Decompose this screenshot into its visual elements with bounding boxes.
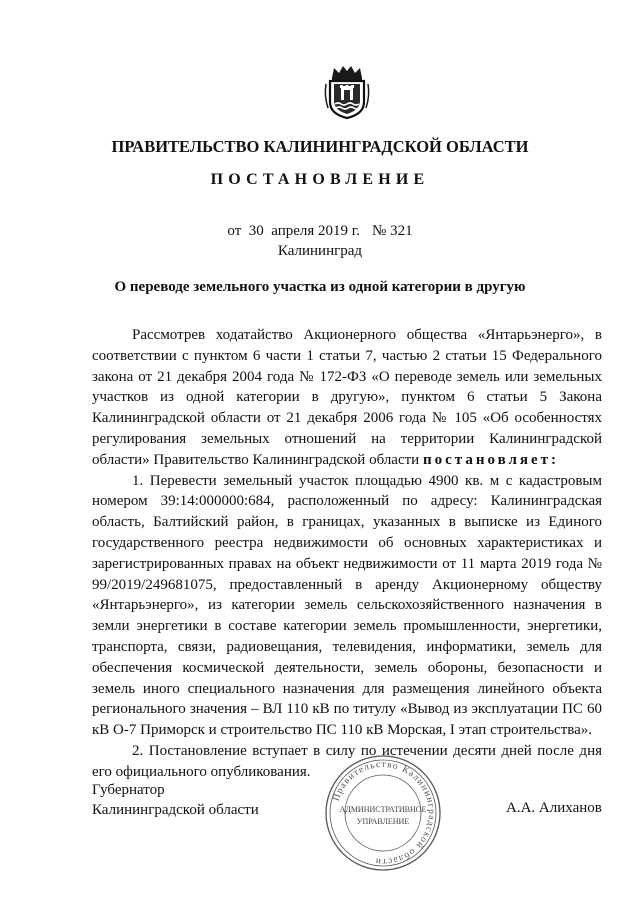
body-paragraph-2: 2. Постановление вступает в силу по истечении десяти дней после дня его официального опубликования.: [92, 742, 602, 780]
body-paragraph-1: 1. Перевести земельный участок площадью 4900 кв. м с кадастровым номером 39:14:000000:684, расположенный по адресу: Калининградская область, Балтийский район, в границах, указанных в выписке из Единого государственного реестра недвижимости об основных характеристиках и зарегистрированных правах на объект недвижимости от 11 марта 2019 года № 99/2019/249681075, предоставленный в аренду Акционерному обществу «Янтарьэнерго», из категории земель сельскохозяйственного назначения в земли энергетики в составе категории земель промышленности, энергетики, транспорта, связи, радиовещания, телевидения, информатики, земель для обеспечения космической деятельности, земель обороны, безопасности и земель иного специального назначения для размещения линейного объекта регионального значения – ВЛ 110 кВ по титулу «Вывод из эксплуатации ПС 60 кВ О-7 Приморск и строительство ПС 110 кВ Морская, I этап строительства».: [92, 472, 602, 739]
document-subject: О переводе земельного участка из одной категории в другую: [114, 279, 526, 295]
stamp-center-line2: УПРАВЛЕНИЕ: [356, 817, 410, 826]
document-type: ПОСТАНОВЛЕНИЕ: [210, 171, 430, 188]
stamp-ring-text: Правительство Калининградской области: [331, 759, 437, 867]
date-number-line: [0, 223, 640, 240]
document-city: Калининград: [277, 243, 363, 259]
official-stamp: [322, 752, 444, 874]
stamp-center-line1: АДМИНИСТРАТИВНОЕ: [339, 805, 427, 814]
document-date: от 30 апреля 2019 г.: [227, 223, 361, 239]
signer-title: [92, 780, 259, 820]
body-paragraph-preamble: [92, 325, 602, 471]
preamble-text: Рассмотрев ходатайство Акционерного общества «Янтарьэнерго», в соответствии с пунктом 6 части 1 статьи 7, частью 2 статьи 15 Федерального закона от 21 декабря 2004 года № 172-ФЗ «О переводе земель или земельных участков из одной категории в другую», пунктом 6 статьи 5 Закона Калининградской области от 21 декабря 2006 года № 105 «Об особенностях регулирования земельных отношений на территории Калининградской области» Правительство Калининградской области: [92, 327, 602, 468]
signer-title-line1: Губернатор: [92, 782, 165, 798]
organization-name: ПРАВИТЕЛЬСТВО КАЛИНИНГРАДСКОЙ ОБЛАСТИ: [111, 137, 529, 156]
document-number: № 321: [372, 223, 413, 239]
document-body: [92, 325, 602, 783]
coat-of-arms-icon: [322, 64, 372, 120]
decree-word: постановляет:: [422, 451, 560, 468]
signer-name: А.А. Алиханов: [506, 800, 602, 816]
signer-title-line2: Калининградской области: [92, 802, 259, 818]
